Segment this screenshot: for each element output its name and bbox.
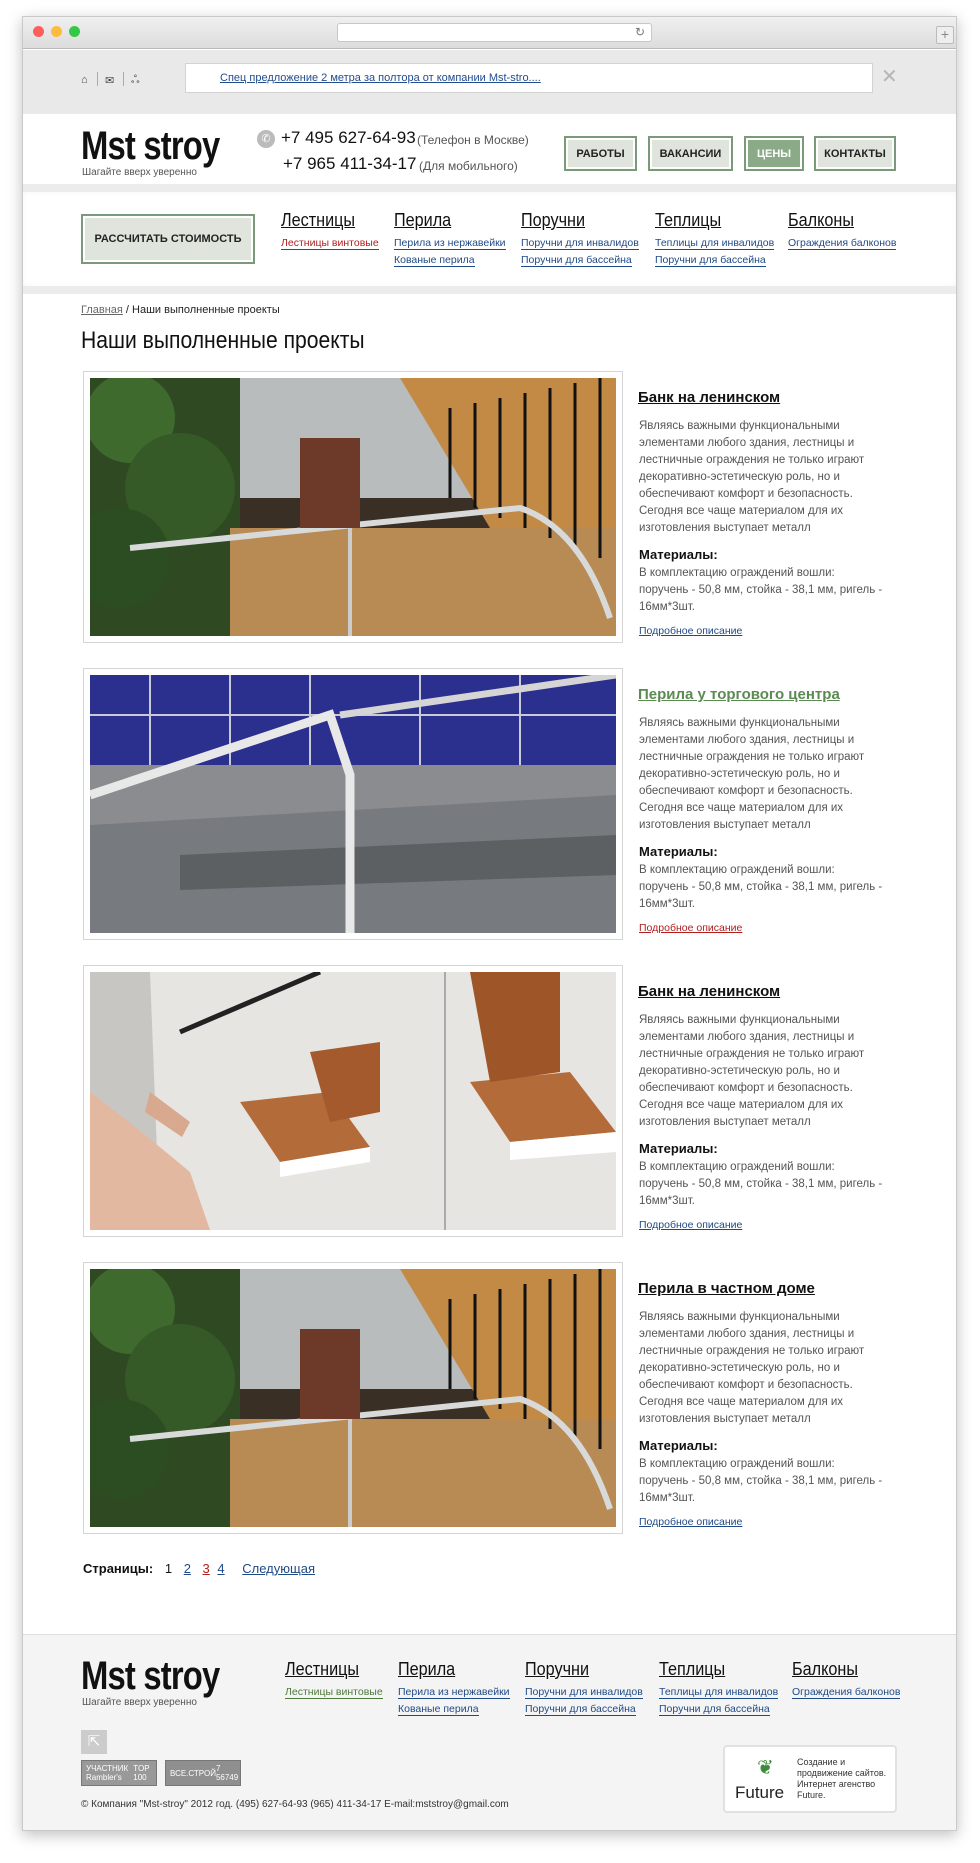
- divider: [97, 72, 98, 86]
- footer-title-handrails[interactable]: Поручни: [525, 1659, 590, 1679]
- phone-icon: ✆: [257, 130, 275, 148]
- badge-label: ВСЕ.СТРОЙ: [170, 1768, 216, 1778]
- staircase-photo: [90, 378, 616, 636]
- rambler-top100-badge[interactable]: [81, 1760, 157, 1786]
- counter-badge[interactable]: [165, 1760, 241, 1786]
- nav-column-stairs: [281, 210, 379, 250]
- nav-title-balconies[interactable]: Балконы: [788, 210, 854, 230]
- footer-link-handrails-pool[interactable]: Поручни для бассейна: [525, 1703, 636, 1715]
- page-2-link[interactable]: 2: [183, 1561, 191, 1576]
- badge-label: УЧАСТНИК Rambler's: [86, 1764, 129, 1782]
- future-agency-badge[interactable]: [723, 1745, 897, 1813]
- nav-link-greenhouses-pool[interactable]: Поручни для бассейна: [655, 254, 766, 266]
- breadcrumb: [81, 304, 280, 316]
- footer-link-balcony-fences[interactable]: Ограждения балконов: [792, 1686, 901, 1698]
- nav-title-stairs[interactable]: Лестницы: [281, 210, 356, 230]
- share-arrow-icon[interactable]: ⇱: [81, 1730, 107, 1754]
- maximize-window-button[interactable]: [69, 26, 80, 37]
- project-details-link[interactable]: Подробное описание: [639, 1516, 743, 1528]
- page-3-link[interactable]: 3: [202, 1561, 210, 1576]
- project-title[interactable]: Перила у торгового центра: [638, 686, 840, 703]
- footer-tagline: Шагайте вверх уверенно: [82, 1697, 197, 1708]
- divider: [123, 72, 124, 86]
- project-description: Являясь важными функциональными элементами любого здания, лестницы и лестничные ограждения не только играют декоративно-эстетическую роль, но и обеспечивают комфорт и безопасность. Сегодня все чаще материалом для их изготовления выступает металл: [639, 1014, 865, 1128]
- nav-title-greenhouses[interactable]: Теплицы: [655, 210, 722, 230]
- project-details-link[interactable]: Подробное описание: [639, 625, 743, 637]
- reload-icon[interactable]: ↻: [634, 25, 645, 39]
- nav-column-balconies: [788, 210, 896, 250]
- prices-button[interactable]: ЦЕНЫ: [744, 136, 804, 171]
- catalog-stairs-photo: [90, 972, 616, 1230]
- footer-link-handrails-disabled[interactable]: Поручни для инвалидов: [525, 1686, 643, 1698]
- footer-nav-railings: [398, 1659, 510, 1716]
- breadcrumb-home[interactable]: Главная: [81, 304, 123, 316]
- footer-title-railings[interactable]: Перила: [398, 1659, 456, 1679]
- footer-link-forged-railings[interactable]: Кованые перила: [398, 1703, 479, 1715]
- footer-nav-stairs: [285, 1659, 383, 1699]
- site-tagline: Шагайте вверх уверенно: [82, 167, 197, 178]
- main-navigation: [23, 184, 956, 294]
- project-description: Являясь важными функциональными элементами любого здания, лестницы и лестничные ограждения не только играют декоративно-эстетическую роль, но и обеспечивают комфорт и безопасность. Сегодня все чаще материалом для их изготовления выступает металл: [639, 420, 865, 534]
- sitemap-icon[interactable]: ஃ: [131, 74, 140, 86]
- nav-column-railings: [394, 210, 506, 267]
- footer-logo[interactable]: Mst stroy: [81, 1654, 220, 1698]
- footer-link-greenhouses-disabled[interactable]: Теплицы для инвалидов: [659, 1686, 779, 1698]
- future-description: Создание и продвижение сайтов. Интернет агенство Future.: [797, 1757, 887, 1800]
- project-description: Являясь важными функциональными элементами любого здания, лестницы и лестничные ограждения не только играют декоративно-эстетическую роль, но и обеспечивают комфорт и безопасность. Сегодня все чаще материалом для их изготовления выступает металл: [639, 717, 865, 831]
- project-image[interactable]: [83, 371, 623, 643]
- project-description: Являясь важными функциональными элементами любого здания, лестницы и лестничные ограждения не только играют декоративно-эстетическую роль, но и обеспечивают комфорт и безопасность. Сегодня все чаще материалом для их изготовления выступает металл: [639, 1311, 865, 1425]
- phone-mobile-note: (Для мобильного): [419, 159, 518, 173]
- phone-moscow-note: (Телефон в Москве): [417, 133, 529, 147]
- minimize-window-button[interactable]: [51, 26, 62, 37]
- project-materials: В комплектацию ограждений вошли: поручень - 50,8 мм, стойка - 38,1 мм, ригель - 16мм*3шт.: [639, 1161, 883, 1207]
- footer-link-greenhouses-pool[interactable]: Поручни для бассейна: [659, 1703, 770, 1715]
- browser-window: [22, 16, 957, 1831]
- breadcrumb-separator: /: [122, 304, 133, 316]
- vacancies-button[interactable]: ВАКАНСИИ: [648, 136, 733, 171]
- mail-icon[interactable]: ✉: [105, 75, 115, 87]
- special-offer-banner: [185, 63, 873, 93]
- mall-railing-photo: [90, 675, 616, 933]
- new-tab-button[interactable]: +: [936, 26, 954, 44]
- project-materials-label: Материалы:: [639, 547, 718, 562]
- project-materials-label: Материалы:: [639, 844, 718, 859]
- breadcrumb-current: Наши выполненные проекты: [132, 304, 280, 316]
- footer-nav-greenhouses: [659, 1659, 778, 1716]
- project-title[interactable]: Банк на ленинском: [638, 983, 781, 1000]
- footer-title-balconies[interactable]: Балконы: [792, 1659, 858, 1679]
- footer-nav-handrails: [525, 1659, 643, 1716]
- project-image[interactable]: [83, 668, 623, 940]
- project-materials-label: Материалы:: [639, 1438, 718, 1453]
- next-page-link[interactable]: Следующая: [242, 1561, 315, 1576]
- project-image[interactable]: [83, 965, 623, 1237]
- future-logo-icon: ❦: [757, 1757, 774, 1779]
- nav-title-railings[interactable]: Перила: [394, 210, 452, 230]
- copyright: © Компания "Mst-stroy" 2012 год. (495) 627-64-93 (965) 411-34-17 E-mail:mststroy@gmail.com: [81, 1799, 509, 1810]
- footer-link-steel-railings[interactable]: Перила из нержавейки: [398, 1686, 510, 1698]
- nav-link-balcony-fences[interactable]: Ограждения балконов: [788, 237, 897, 249]
- nav-title-handrails[interactable]: Поручни: [521, 210, 586, 230]
- future-logo-text: Future: [735, 1783, 785, 1802]
- footer-link-spiral-stairs[interactable]: Лестницы винтовые: [285, 1686, 383, 1698]
- nav-column-handrails: [521, 210, 639, 267]
- address-bar[interactable]: [337, 23, 652, 42]
- project-title[interactable]: Банк на ленинском: [638, 389, 781, 406]
- project-materials: В комплектацию ограждений вошли: поручень - 50,8 мм, стойка - 38,1 мм, ригель - 16мм*3шт.: [639, 567, 883, 613]
- nav-link-greenhouses-disabled[interactable]: Теплицы для инвалидов: [655, 237, 775, 249]
- phone-moscow: +7 495 627-64-93: [281, 128, 416, 147]
- project-materials: В комплектацию ограждений вошли: поручень - 50,8 мм, стойка - 38,1 мм, ригель - 16мм*3шт.: [639, 1458, 883, 1504]
- project-materials-label: Материалы:: [639, 1141, 718, 1156]
- nav-link-steel-railings[interactable]: Перила из нержавейки: [394, 237, 506, 249]
- project-details-link[interactable]: Подробное описание: [639, 922, 743, 934]
- contacts-button[interactable]: КОНТАКТЫ: [814, 136, 896, 171]
- top-bar: [23, 50, 956, 114]
- site-header: [23, 114, 956, 184]
- page-4-link[interactable]: 4: [217, 1561, 225, 1576]
- badge-value: 7 56749: [215, 1764, 239, 1782]
- page-title: Наши выполненные проекты: [81, 327, 365, 354]
- footer-nav-balconies: [792, 1659, 900, 1699]
- footer-title-greenhouses[interactable]: Теплицы: [659, 1659, 726, 1679]
- works-button[interactable]: РАБОТЫ: [564, 136, 637, 171]
- browser-titlebar: [23, 17, 956, 49]
- home-icon[interactable]: ⌂: [81, 74, 88, 86]
- project-image[interactable]: [83, 1262, 623, 1534]
- phone-mobile: +7 965 411-34-17: [283, 154, 417, 173]
- nav-link-handrails-disabled[interactable]: Поручни для инвалидов: [521, 237, 639, 249]
- calculate-cost-button[interactable]: РАССЧИТАТЬ СТОИМОСТЬ: [81, 214, 255, 264]
- badge-value: TOP 100: [133, 1764, 150, 1782]
- close-icon[interactable]: ✕: [881, 66, 898, 88]
- project-details-link[interactable]: Подробное описание: [639, 1219, 743, 1231]
- site-footer: [23, 1634, 956, 1831]
- footer-title-stairs[interactable]: Лестницы: [285, 1659, 360, 1679]
- site-logo[interactable]: Mst stroy: [81, 124, 220, 168]
- pagination-label: Страницы:: [83, 1561, 154, 1576]
- pagination: [83, 1561, 315, 1576]
- page-1-current: 1: [164, 1561, 173, 1576]
- nav-link-forged-railings[interactable]: Кованые перила: [394, 254, 475, 266]
- nav-link-spiral-stairs[interactable]: Лестницы винтовые: [281, 237, 379, 249]
- project-materials: В комплектацию ограждений вошли: поручень - 50,8 мм, стойка - 38,1 мм, ригель - 16мм*3шт.: [639, 864, 883, 910]
- close-window-button[interactable]: [33, 26, 44, 37]
- private-house-photo: [90, 1269, 616, 1527]
- special-offer-link[interactable]: Спец предложение 2 метра за полтора от компании Mst-stro....: [220, 72, 541, 84]
- nav-column-greenhouses: [655, 210, 774, 267]
- project-title[interactable]: Перила в частном доме: [638, 1280, 815, 1297]
- nav-link-handrails-pool[interactable]: Поручни для бассейна: [521, 254, 632, 266]
